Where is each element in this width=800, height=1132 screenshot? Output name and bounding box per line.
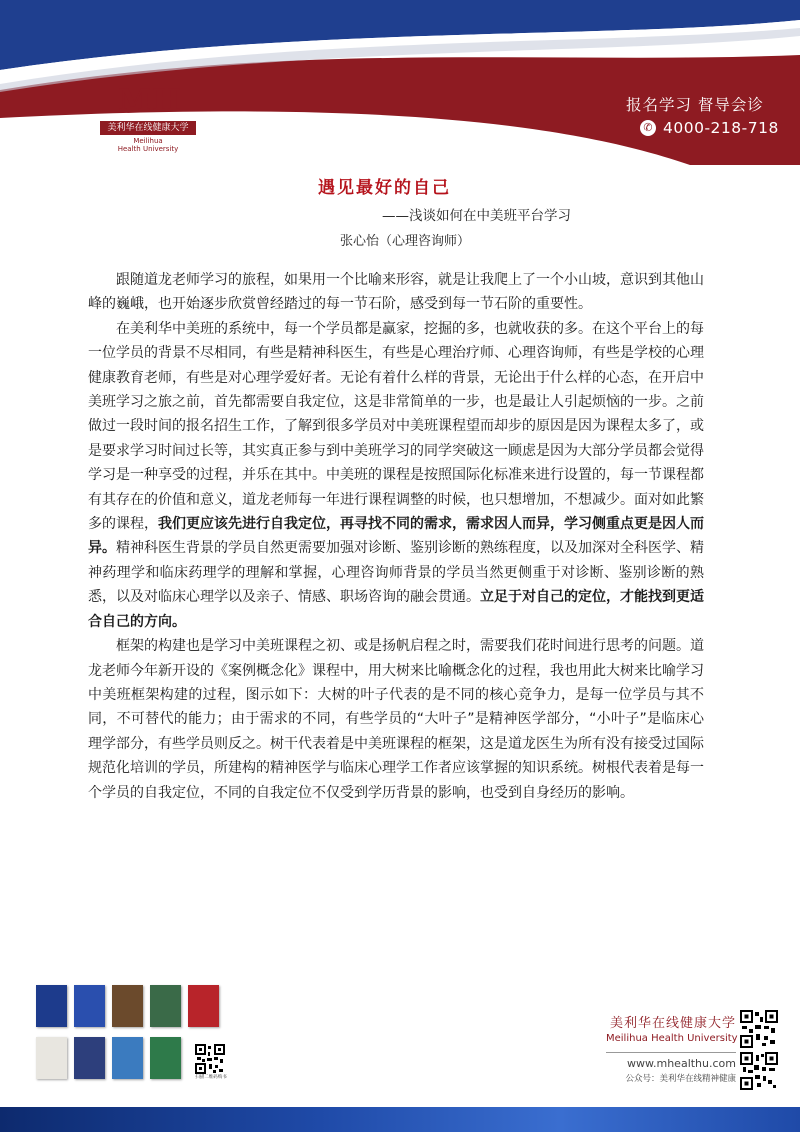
article-body bbox=[88, 268, 704, 805]
header-phone bbox=[640, 119, 779, 137]
footer-org-en: Meilihua Health University bbox=[606, 1033, 738, 1044]
article-author: 张心怡（心理咨询师） bbox=[340, 234, 471, 249]
book-cover bbox=[74, 1037, 105, 1079]
logo-chinese-name: 美利华在线健康大学 bbox=[100, 121, 196, 135]
book-cover bbox=[112, 1037, 143, 1079]
logo-letters: MH bbox=[118, 83, 182, 118]
phone-icon: ✆ bbox=[640, 120, 656, 136]
book-cover bbox=[150, 985, 181, 1027]
footer-org-info bbox=[606, 1012, 736, 1084]
book-cover bbox=[74, 985, 105, 1027]
paragraph-3: 框架的构建也是学习中美班课程之初、或是扬帆启程之时，需要我们花时间进行思考的问题。道龙老师今年新开设的《案例概念化》课程中，用大树来比喻概念化的过程，我也用此大树来比喻学习中美班框架构建的过程，图示如下：大树的叶子代表的是不同的核心竞争力，是每一位学员与其不同，不可替代的能力；由于需求的不同，有些学员的“大叶子”是精神医学部分，“小叶子”是临床心理学部分，有些学员则反之。树干代表着是中美班课程的框架，这是道龙医生为所有没有接受过国际规范化培训的学员，所建构的精神医学与临床心理学工作者应该掌握的知识系统。树根代表着是每一个学员的自我定位，不同的自我定位不仅受到学历背景的影响，也受到自身经历的影响。 bbox=[88, 638, 704, 801]
paragraph-2: 在美利华中美班的系统中，每一个学员都是赢家，挖掘的多，也就收获的多。在这个平台上的每一位学员的背景不尽相同，有些是精神科医生，有些是心理治疗师、心理咨询师，有些是学校的心理健康教育老师，有些是对心理学爱好者。无论有着什么样的背景，无论出于什么样的心态，在开启中美班学习之旅之前，首先都需要自我定位，这是非常简单的一步，也是最让人引起烦恼的一步。之前做过一段时间的报名招生工作，了解到很多学员对中美班课程望而却步的原因是因为课程太多了，或是要求学习时间过长等，其实真正参与到中美班学习的同学突破这一顾虑是因为大部分学员都会觉得学习是一种享受的过程，并乐在其中。中美班的课程是按照国际化标准来进行设置的，每一节课程都有其存在的价值和意义，道龙老师每一年进行课程调整的时候，也只想增加，不想减少。面对如此繁多的课程，我们更应该先进行自我定位，再寻找不同的需求，需求因人而异，学习侧重点更是因人而异。精神科医生背景的学员自然更需要加强对诊断、鉴别诊断的熟练程度，以及加深对全科医学、精神药理学和临床药理学的理解和掌握，心理咨询师背景的学员当然更侧重于对诊断、鉴别诊断的熟悉，以及对临床心理学以及亲子、情感、职场咨询的融会贯通。立足于对自己的定位，才能找到更适合自己的方向。 bbox=[88, 320, 704, 630]
book-cover bbox=[150, 1037, 181, 1079]
book-cover bbox=[36, 985, 67, 1027]
book-cover bbox=[112, 985, 143, 1027]
website-qr-code-icon bbox=[740, 1010, 778, 1048]
footer-wechat: 公众号：美利华在线精神健康 bbox=[625, 1074, 736, 1084]
article-subtitle: ——浅谈如何在中美班平台学习 bbox=[382, 208, 571, 224]
footer-blue-band bbox=[0, 1107, 800, 1132]
phone-number: 4000-218-718 bbox=[663, 119, 779, 137]
paragraph-1: 跟随道龙老师学习的旅程，如果用一个比喻来形容，就是让我爬上了一个小山坡，意识到其他山峰的巍峨，也开始逐步欣赏曾经踏过的每一节石阶，感受到每一节石阶的重要性。 bbox=[88, 272, 704, 313]
book-qr-code-icon bbox=[195, 1044, 225, 1074]
footer-url: www.mhealthu.com bbox=[606, 1052, 736, 1070]
book-cover bbox=[36, 1037, 67, 1079]
wechat-qr-code-icon bbox=[740, 1052, 778, 1090]
article-title: 遇见最好的自己 bbox=[318, 178, 451, 198]
header-slogan: 报名学习 督导会诊 bbox=[626, 96, 764, 114]
mh-logo bbox=[100, 77, 196, 155]
logo-english-name: Meilihua Health University bbox=[117, 137, 179, 153]
qr-caption: 扫描二维码购书 bbox=[195, 1075, 227, 1080]
footer-org-cn: 美利华在线健康大学 bbox=[609, 1016, 736, 1031]
book-cover bbox=[188, 985, 219, 1027]
